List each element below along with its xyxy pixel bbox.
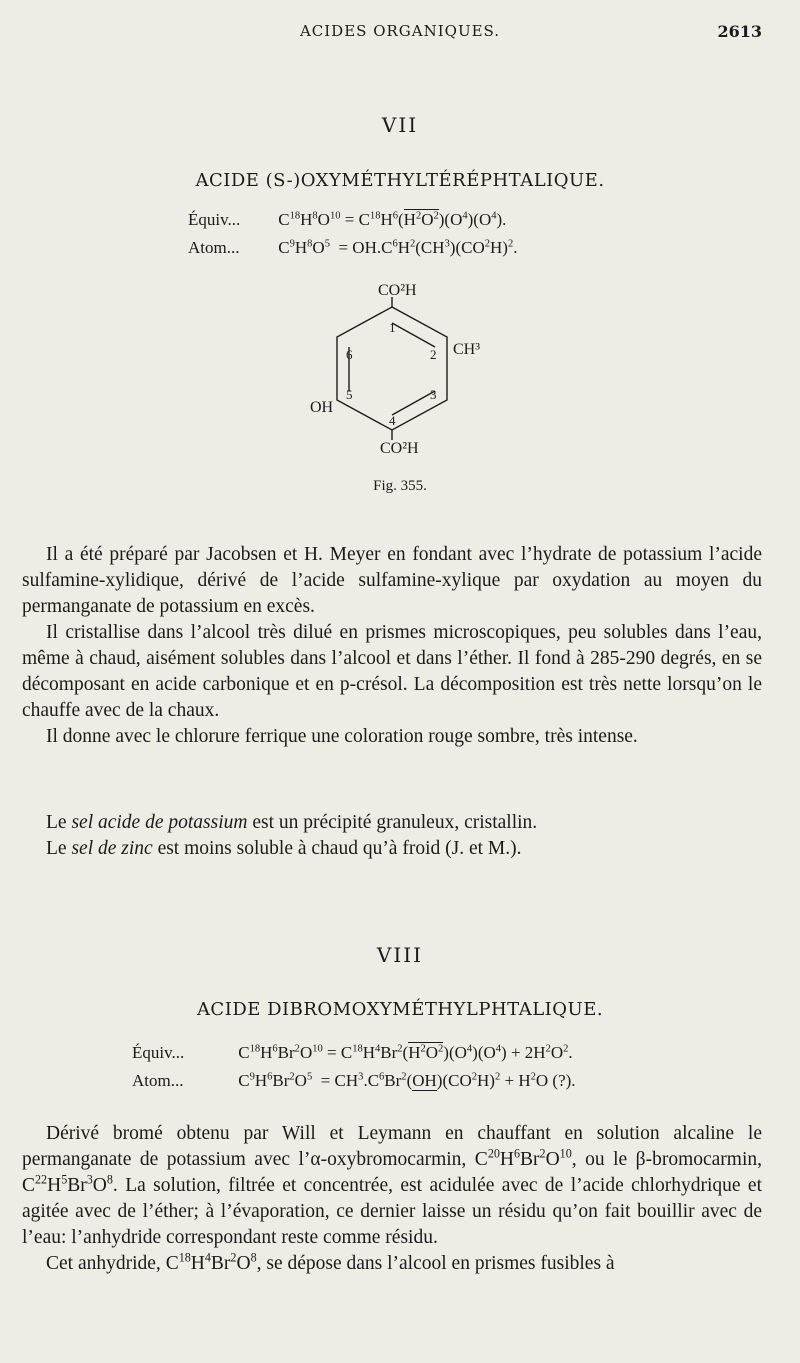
paragraph-crystallization: Il cristallise dans l’alcool très dilué en prismes microscopiques, peu solubles dans l’eau, même à chaud, aisément solubles dans l’alcool et dans l’éther. Il fond à 285-290 degrés, en se décomposant en acide carbonique et en p-crésol. La décomposition est très nette lorsqu’on le chauffe avec de la chaux. xyxy=(22,622,762,721)
equiv-label: Équiv... xyxy=(188,210,241,229)
equiv-formula-vii: Équiv... $C^{18}H^8O^{10} = C^{18}H^6(H^2O^2)(O^4)(O^4)$. xyxy=(188,210,507,229)
section-title-viii: ACIDE DIBROMOXYMÉTHYLPHTALIQUE. xyxy=(196,999,604,1020)
position-3: 3 xyxy=(430,387,437,402)
position-2: 2 xyxy=(430,347,437,362)
salt-zinc: Le sel de zinc est moins soluble à chaud qu’à froid (J. et M.). xyxy=(46,838,522,859)
paragraph-preparation: Il a été préparé par Jacobsen et H. Meyer en fondant avec l’hydrate de potassium l’acide sulfamine-xylidique, dérivé de l’acide sulfamine-xylique par oxydation au moyen du permanganate de potassium en excès. xyxy=(22,544,762,617)
bottom-substituent: CO²H xyxy=(380,440,419,457)
section-vii-body xyxy=(22,542,762,750)
top-substituent: CO²H xyxy=(378,282,417,299)
atom-formula-vii: Atom... $C^9H^8O^5 = OH.C^6H^2(CH^3)(CO^2H)^2$. xyxy=(188,238,518,257)
paragraph-ferric-chloride: Il donne avec le chlorure ferrique une coloration rouge sombre, très intense. xyxy=(46,726,638,747)
inner-bond-2 xyxy=(392,391,435,415)
atom-formula-viii: Atom... $C^9H^6Br^2O^5 = CH^3.C^6Br^2(OH)(CO^2H)^2 + H^2O$ (?). xyxy=(132,1071,576,1090)
page-number: 2613 xyxy=(717,22,762,41)
right-substituent: CH³ xyxy=(453,341,481,358)
salt-potassium-name: sel acide de potassium xyxy=(71,812,248,833)
salt-zinc-name: sel de zinc xyxy=(71,838,153,859)
equiv-label: Équiv... xyxy=(132,1043,185,1062)
paragraph-bromo-derivative: Dérivé bromé obtenu par Will et Leymann en chauffant en solution alcaline le permanganate de potassium avec l’α-oxybromocarmin, $C^{20}H^6Br^2O^{10}$, ou le β-bromocarmin, $C^{22}H^5Br^3O^8$. La solution, filtrée et concentrée, est acidulée avec de l’acide chlorhydrique et agitée avec de l’éther; à l’évaporation, ce dernier laisse un résidu qu’on fait bouillir avec de l’eau: l’anhydride correspondant reste comme résidu. xyxy=(22,1123,762,1248)
position-6: 6 xyxy=(346,347,353,362)
left-substituent: OH xyxy=(310,399,334,416)
salts-list xyxy=(22,810,762,862)
position-1: 1 xyxy=(389,320,396,335)
position-4: 4 xyxy=(389,413,396,428)
section-title-vii: ACIDE (S-)OXYMÉTHYLTÉRÉPHTALIQUE. xyxy=(195,170,605,191)
figure-caption: Fig. 355. xyxy=(373,478,427,494)
paragraph-anhydride: Cet anhydride, $C^{18}H^4Br^2O^8$, se dépose dans l’alcool en prismes fusibles à xyxy=(46,1250,615,1274)
atom-label: Atom... xyxy=(188,238,240,257)
section-number-vii: VII xyxy=(381,113,419,137)
section-number-viii: VIII xyxy=(376,943,424,967)
position-5: 5 xyxy=(346,387,353,402)
atom-label: Atom... xyxy=(132,1071,184,1090)
equiv-formula-viii: Équiv... $C^{18}H^6Br^2O^{10} = C^{18}H^4Br^2(H^2O^2)(O^4)(O^4) + 2H^2O^2$. xyxy=(132,1043,573,1062)
running-head: ACIDES ORGANIQUES. xyxy=(299,22,501,40)
benzene-ring-diagram xyxy=(290,275,510,465)
salt-potassium: Le sel acide de potassium est un précipité granuleux, cristallin. xyxy=(46,812,538,833)
section-viii-body xyxy=(22,1121,762,1277)
